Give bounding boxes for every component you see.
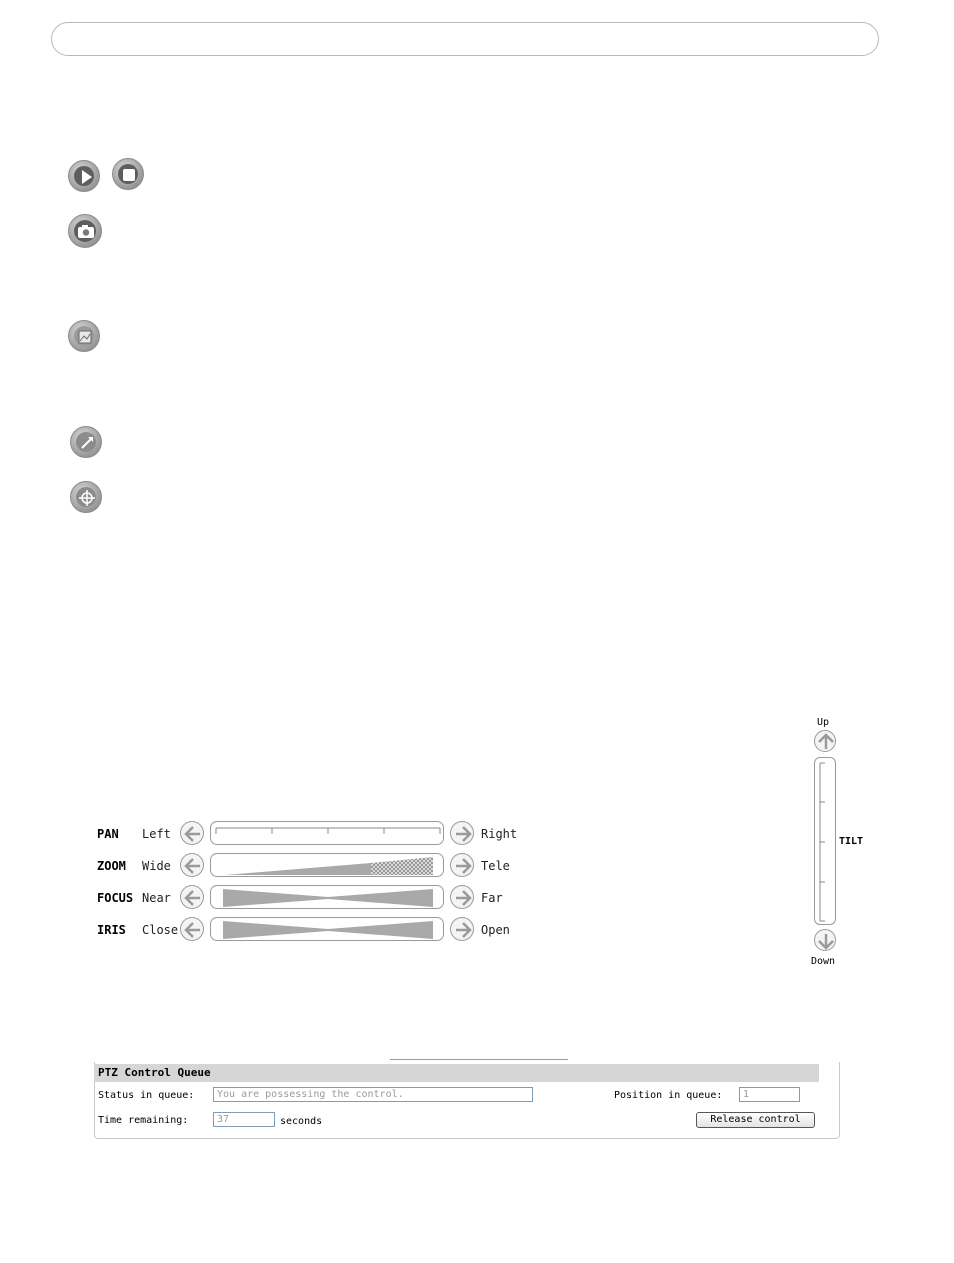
ptz-queue-title: PTZ Control Queue xyxy=(98,1066,211,1079)
iris-close-label: Close xyxy=(142,923,179,937)
release-control-button[interactable]: Release control xyxy=(696,1112,815,1128)
arrow-left-icon xyxy=(181,854,205,878)
center-icon xyxy=(71,482,103,514)
focus-far-label: Far xyxy=(481,891,503,905)
arrow-down-icon xyxy=(815,930,837,952)
arrow-left-icon xyxy=(181,822,205,846)
stop-button[interactable] xyxy=(112,158,144,190)
tilt-up-button[interactable] xyxy=(814,730,836,752)
focus-far-button[interactable] xyxy=(450,885,474,909)
focus-near-label: Near xyxy=(142,891,171,905)
time-unit-label: seconds xyxy=(280,1116,323,1127)
tilt-up-label: Up xyxy=(817,717,830,728)
snapshot-button[interactable] xyxy=(68,214,102,248)
pan-slider[interactable] xyxy=(210,821,444,845)
status-in-queue-label: Status in queue: xyxy=(98,1090,195,1101)
arrow-left-icon xyxy=(181,886,205,910)
focus-near-button[interactable] xyxy=(180,885,204,909)
view-icon xyxy=(69,321,101,353)
arrow-right-icon xyxy=(451,822,475,846)
time-remaining-field[interactable]: 37 xyxy=(213,1112,275,1127)
status-in-queue-field[interactable]: You are possessing the control. xyxy=(213,1087,533,1102)
view-image-button[interactable] xyxy=(68,320,100,352)
play-icon xyxy=(69,161,101,193)
stop-icon xyxy=(113,159,145,191)
tilt-down-button[interactable] xyxy=(814,929,836,951)
focus-slider[interactable] xyxy=(210,885,444,909)
arrow-left-icon xyxy=(181,918,205,942)
arrow-right-icon xyxy=(451,918,475,942)
zoom-tele-button[interactable] xyxy=(450,853,474,877)
pan-left-label: Left xyxy=(142,827,171,841)
tilt-slider[interactable] xyxy=(814,757,836,925)
zoom-tele-label: Tele xyxy=(481,859,510,873)
focus-label: FOCUS xyxy=(97,891,134,905)
iris-open-label: Open xyxy=(481,923,510,937)
zoom-wide-label: Wide xyxy=(142,859,171,873)
pan-right-label: Right xyxy=(481,827,518,841)
position-in-queue-label: Position in queue: xyxy=(614,1090,723,1101)
center-mode-button[interactable] xyxy=(70,481,102,513)
divider-line xyxy=(390,1059,568,1060)
iris-open-button[interactable] xyxy=(450,917,474,941)
zoom-slider[interactable] xyxy=(210,853,444,877)
pan-right-button[interactable] xyxy=(450,821,474,845)
zoom-wide-button[interactable] xyxy=(180,853,204,877)
pip-button[interactable] xyxy=(70,426,102,458)
time-remaining-label: Time remaining: xyxy=(98,1115,189,1126)
iris-close-button[interactable] xyxy=(180,917,204,941)
arrow-right-icon xyxy=(451,854,475,878)
iris-slider[interactable] xyxy=(210,917,444,941)
arrow-right-icon xyxy=(451,886,475,910)
tilt-label: TILT xyxy=(839,836,864,847)
snapshot-icon xyxy=(69,215,103,249)
play-button[interactable] xyxy=(68,160,100,192)
iris-label: IRIS xyxy=(97,923,126,937)
arrow-up-icon xyxy=(815,731,837,753)
tilt-down-label: Down xyxy=(811,956,836,967)
pan-label: PAN xyxy=(97,827,119,841)
header-bar xyxy=(51,22,879,56)
pan-left-button[interactable] xyxy=(180,821,204,845)
zoom-label: ZOOM xyxy=(97,859,126,873)
pip-icon xyxy=(71,427,103,459)
position-in-queue-field[interactable]: 1 xyxy=(739,1087,800,1102)
